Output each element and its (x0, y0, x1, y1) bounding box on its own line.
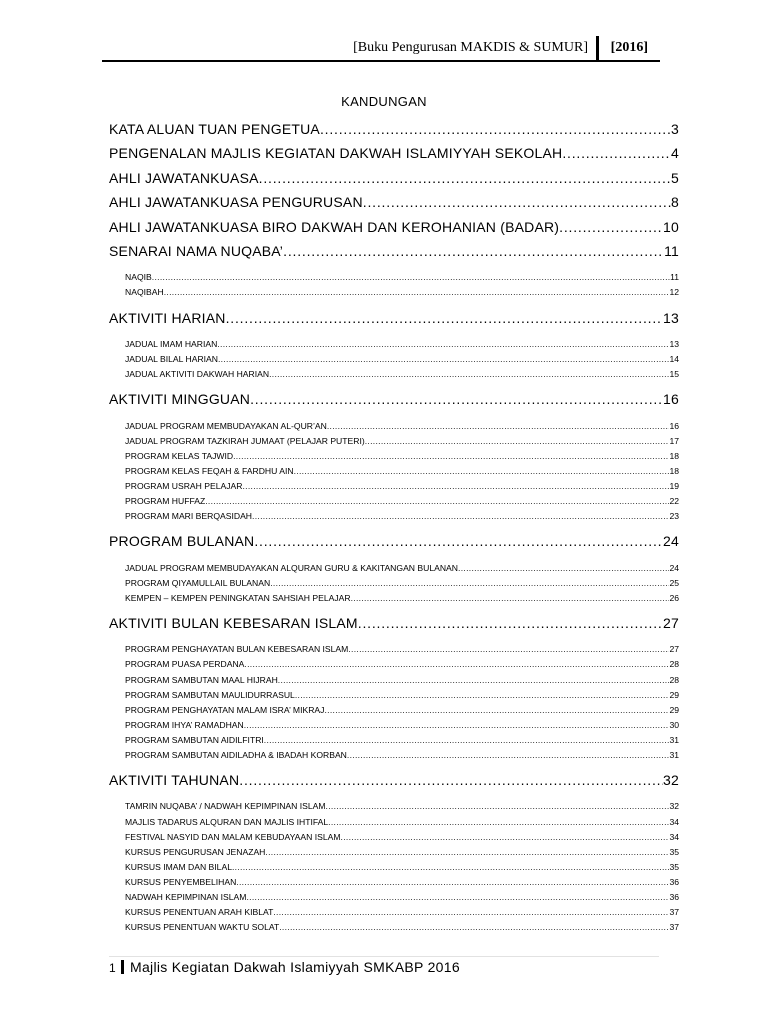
toc-entry-page: 35 (669, 846, 679, 857)
header-year: [2016] (610, 40, 648, 55)
header-separator (596, 36, 599, 62)
toc-subentry[interactable] (109, 845, 679, 860)
toc-subentry[interactable] (109, 464, 679, 479)
toc-dot-leader (295, 688, 670, 703)
footer-rule (109, 956, 659, 957)
toc-entry-page: 29 (669, 689, 679, 700)
toc-dot-leader (236, 875, 669, 890)
toc-entry-page: 22 (669, 496, 679, 507)
toc-dot-leader (351, 591, 670, 606)
toc-dot-leader (320, 117, 671, 141)
toc-entry-label: AHLI JAWATANKUASA (109, 169, 259, 186)
toc-title: KANDUNGAN (341, 94, 427, 109)
toc-dot-leader (218, 352, 669, 367)
toc-entry[interactable] (109, 166, 679, 190)
toc-entry-label: JADUAL BILAL HARIAN (125, 354, 218, 365)
toc-entry-page: 37 (669, 907, 679, 918)
toc-entry-page: 29 (669, 704, 679, 715)
toc-entry-label: NADWAH KEPIMPINAN ISLAM (125, 892, 247, 903)
toc-dot-leader (270, 576, 669, 591)
toc-entry-label: JADUAL AKTIVITI DAKWAH HARIAN (125, 369, 270, 380)
toc-subentry[interactable] (109, 449, 679, 464)
toc-entry-label: KURSUS PENYEMBELIHAN (125, 876, 237, 887)
toc-entry-label: PROGRAM SAMBUTAN MAAL HIJRAH (125, 674, 278, 685)
toc-subentry[interactable] (109, 673, 679, 688)
toc-entry[interactable] (109, 190, 679, 214)
toc-dot-leader (239, 768, 663, 792)
toc-dot-leader (246, 890, 669, 905)
toc-entry-page: 14 (669, 354, 679, 365)
toc-entry-label: PROGRAM SAMBUTAN AIDILFITRI (125, 734, 264, 745)
toc-entry-page: 18 (669, 450, 679, 461)
toc-subentry[interactable] (109, 367, 679, 382)
toc-subentry[interactable] (109, 419, 679, 434)
toc-dot-leader (226, 306, 663, 330)
toc-subentry[interactable] (109, 285, 679, 300)
toc-dot-leader (328, 815, 669, 830)
toc-subentry[interactable] (109, 561, 679, 576)
toc-entry-label: PROGRAM PENGHAYATAN BULAN KEBESARAN ISLAM (125, 644, 349, 655)
toc-entry-label: AHLI JAWATANKUASA BIRO DAKWAH DAN KEROHANIAN (BADAR) (109, 218, 560, 235)
toc-subentry[interactable] (109, 920, 679, 935)
toc-entry-label: KURSUS PENGURUSAN JENAZAH (125, 846, 266, 857)
toc-entry-page: 36 (669, 892, 679, 903)
toc-entry-page: 12 (669, 287, 679, 298)
toc-subentry[interactable] (109, 352, 679, 367)
toc-dot-leader (279, 920, 669, 935)
toc-subentry[interactable] (109, 733, 679, 748)
toc-subentry[interactable] (109, 688, 679, 703)
toc-entry-page: 27 (669, 644, 679, 655)
toc-dot-leader (244, 718, 670, 733)
toc-subentry[interactable] (109, 657, 679, 672)
footer-text: Majlis Kegiatan Dakwah Islamiyyah SMKABP 2016 (129, 959, 460, 975)
toc-entry-page: 23 (669, 511, 679, 522)
toc-entry-page: 13 (669, 338, 679, 349)
toc-dot-leader (265, 845, 669, 860)
toc-subentry[interactable] (109, 905, 679, 920)
toc-entry-label: JADUAL PROGRAM TAZKIRAH JUMAAT (PELAJAR PUTERI) (125, 435, 365, 446)
toc-entry-page: 15 (669, 369, 679, 380)
toc-subentry[interactable] (109, 591, 679, 606)
toc-entry-page: 5 (671, 169, 679, 186)
toc-subentry[interactable] (109, 703, 679, 718)
toc-entry-page: 30 (669, 719, 679, 730)
toc-entry-label: PROGRAM PENGHAYATAN MALAM ISRA’ MIKRAJ (125, 704, 325, 715)
toc-dot-leader (363, 190, 671, 214)
toc-dot-leader (365, 434, 670, 449)
toc-entry-page: 31 (669, 734, 679, 745)
toc-entry-page: 19 (669, 480, 679, 491)
toc-subentry[interactable] (109, 270, 679, 285)
toc-dot-leader (341, 830, 670, 845)
toc-entry-page: 25 (669, 577, 679, 588)
toc-entry-label: PROGRAM QIYAMULLAIL BULANAN (125, 577, 271, 588)
toc-dot-leader (244, 657, 669, 672)
toc-entry-label: PROGRAM MARI BERQASIDAH (125, 511, 253, 522)
toc-entry-page: 37 (669, 922, 679, 933)
toc-entry-page: 11 (664, 242, 679, 259)
toc-dot-leader (254, 529, 663, 553)
toc-entry[interactable] (109, 387, 679, 411)
toc-entry-label: AKTIVITI BULAN KEBESARAN ISLAM (109, 614, 358, 631)
toc-dot-leader (562, 141, 671, 165)
toc-subentry[interactable] (109, 799, 679, 814)
toc-dot-leader (233, 449, 669, 464)
toc-entry-page: 10 (663, 218, 679, 235)
toc-entry-label: AHLI JAWATANKUASA PENGURUSAN (109, 194, 363, 211)
toc-dot-leader (458, 561, 669, 576)
toc-dot-leader (358, 611, 663, 635)
toc-entry-page: 34 (669, 831, 679, 842)
toc-entry[interactable] (109, 239, 679, 263)
footer-page-number: 1 (109, 961, 116, 975)
toc-entry-label: MAJLIS TADARUS ALQURAN DAN MAJLIS IHTIFAL (125, 816, 329, 827)
toc-entry-page: 24 (663, 533, 679, 550)
toc-subentry[interactable] (109, 830, 679, 845)
toc-entry[interactable] (109, 611, 679, 635)
toc-entry[interactable] (109, 117, 679, 141)
toc-entry[interactable] (109, 768, 679, 792)
toc-entry-label: FESTIVAL NASYID DAN MALAM KEBUDAYAAN ISLAM (125, 831, 341, 842)
toc-entry-label: PROGRAM SAMBUTAN MAULIDURRASUL (125, 689, 295, 700)
toc-dot-leader (324, 703, 669, 718)
toc-entry-page: 31 (669, 749, 679, 760)
toc-entry-page: 26 (669, 592, 679, 603)
toc-dot-leader (264, 733, 670, 748)
toc-entry-label: PROGRAM BULANAN (109, 533, 255, 550)
toc-subentry[interactable] (109, 642, 679, 657)
toc-dot-leader (278, 673, 670, 688)
toc-entry-label: AKTIVITI HARIAN (109, 309, 226, 326)
toc-dot-leader (242, 479, 669, 494)
toc-entry-label: AKTIVITI MINGGUAN (109, 391, 251, 408)
toc-entry[interactable] (109, 215, 679, 239)
toc-dot-leader (326, 799, 670, 814)
toc-entry[interactable] (109, 141, 679, 165)
toc-dot-leader (269, 367, 669, 382)
toc-entry-page: 3 (671, 121, 679, 137)
toc-subentry[interactable] (109, 815, 679, 830)
toc-entry-page: 32 (663, 772, 679, 789)
toc-subentry[interactable] (109, 509, 679, 524)
toc-dot-leader (232, 860, 669, 875)
toc-entry-label: KURSUS PENENTUAN ARAH KIBLAT (125, 907, 274, 918)
toc-entry-label: TAMRIN NUQABA’ / NADWAH KEPIMPINAN ISLAM (125, 801, 326, 812)
toc-subentry[interactable] (109, 337, 679, 352)
toc-dot-leader (273, 905, 669, 920)
toc-dot-leader (205, 494, 669, 509)
toc-dot-leader (152, 270, 670, 285)
toc-subentry[interactable] (109, 875, 679, 890)
toc-entry-label: JADUAL PROGRAM MEMBUDAYAKAN AL-QUR’AN (125, 420, 327, 431)
toc-dot-leader (327, 419, 670, 434)
toc-dot-leader (559, 215, 663, 239)
toc-entry-label: SENARAI NAMA NUQABA’ (109, 242, 284, 259)
toc-subentry[interactable] (109, 494, 679, 509)
toc-entry-label: PROGRAM PUASA PERDANA (125, 659, 245, 670)
toc-dot-leader (250, 387, 663, 411)
toc-entry-page: 35 (669, 861, 679, 872)
toc-entry-page: 16 (669, 420, 679, 431)
toc-entry-label: PENGENALAN MAJLIS KEGIATAN DAKWAH ISLAMIYYAH SEKOLAH (109, 145, 563, 162)
toc-entry-label: PROGRAM HUFFAZ (125, 496, 206, 507)
toc-entry-page: 28 (669, 674, 679, 685)
toc-subentry[interactable] (109, 748, 679, 763)
toc-entry-label: PROGRAM USRAH PELAJAR (125, 480, 243, 491)
toc-entry-label: KEMPEN – KEMPEN PENINGKATAN SAHSIAH PELAJAR (125, 592, 351, 603)
toc-entry-page: 28 (669, 659, 679, 670)
toc-entry-label: KURSUS PENENTUAN WAKTU SOLAT (125, 922, 280, 933)
toc-subentry[interactable] (109, 860, 679, 875)
toc-entry-label: NAQIB (125, 272, 152, 283)
toc-dot-leader (283, 239, 664, 263)
toc-dot-leader (164, 285, 670, 300)
toc-subentry[interactable] (109, 434, 679, 449)
header-book-title: [Buku Pengurusan MAKDIS & SUMUR] (353, 40, 588, 55)
table-of-contents (109, 117, 679, 935)
toc-entry-label: PROGRAM SAMBUTAN AIDILADHA & IBADAH KORBAN (125, 749, 347, 760)
toc-entry-page: 32 (669, 801, 679, 812)
toc-subentry[interactable] (109, 479, 679, 494)
toc-entry-label: KURSUS IMAM DAN BILAL (125, 861, 232, 872)
toc-entry-page: 4 (671, 145, 679, 162)
toc-entry-label: JADUAL PROGRAM MEMBUDAYAKAN ALQURAN GURU & KAKITANGAN BULANAN (125, 562, 458, 573)
header-rule (102, 60, 660, 62)
toc-dot-leader (294, 464, 670, 479)
toc-dot-leader (347, 748, 670, 763)
toc-entry-label: NAQIBAH (125, 287, 164, 298)
toc-entry-label: AKTIVITI TAHUNAN (109, 772, 240, 789)
toc-entry-page: 24 (669, 562, 679, 573)
toc-dot-leader (348, 642, 669, 657)
footer-separator (121, 960, 124, 974)
toc-entry-page: 13 (663, 309, 679, 326)
toc-entry-page: 18 (669, 465, 679, 476)
toc-dot-leader (259, 166, 671, 190)
toc-entry-page: 34 (669, 816, 679, 827)
toc-subentry[interactable] (109, 890, 679, 905)
toc-entry-label: PROGRAM KELAS FEQAH & FARDHU AIN (125, 465, 294, 476)
toc-subentry[interactable] (109, 576, 679, 591)
toc-entry-label: PROGRAM KELAS TAJWID (125, 450, 234, 461)
toc-entry-page: 27 (663, 614, 679, 631)
toc-entry[interactable] (109, 529, 679, 553)
toc-entry-page: 16 (663, 391, 679, 408)
toc-entry-label: JADUAL IMAM HARIAN (125, 338, 218, 349)
toc-entry[interactable] (109, 306, 679, 330)
toc-dot-leader (217, 337, 669, 352)
toc-entry-page: 8 (671, 194, 679, 211)
toc-entry-label: PROGRAM IHYA’ RAMADHAN (125, 719, 244, 730)
toc-subentry[interactable] (109, 718, 679, 733)
toc-dot-leader (252, 509, 669, 524)
toc-entry-page: 36 (669, 876, 679, 887)
page-header (102, 36, 660, 62)
toc-entry-page: 17 (669, 435, 679, 446)
toc-entry-label: KATA ALUAN TUAN PENGETUA (109, 121, 320, 137)
toc-entry-page: 11 (670, 272, 679, 283)
